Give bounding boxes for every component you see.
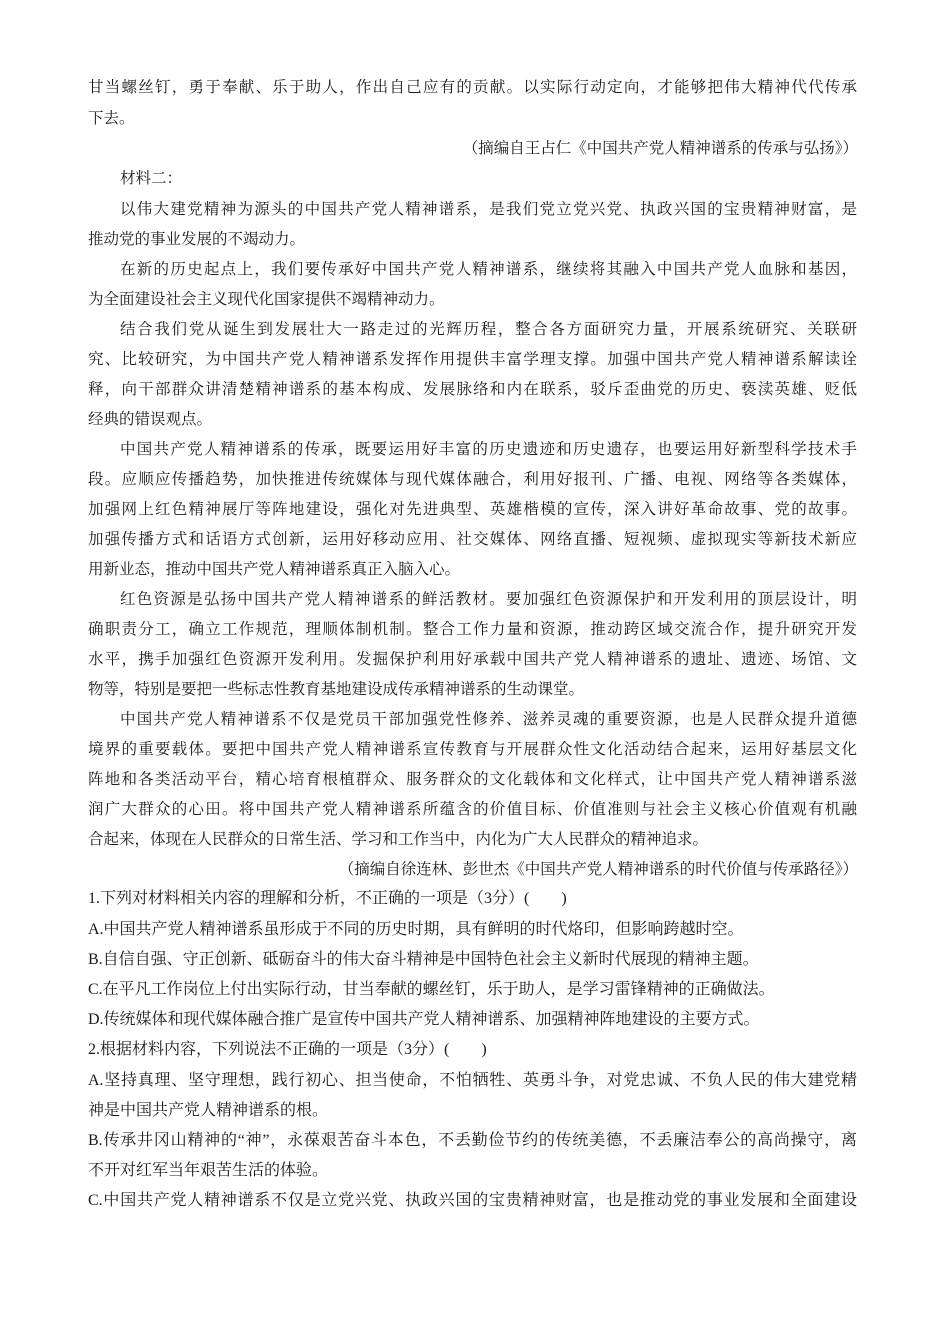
text-line: 不开对红军当年艰苦生活的体验。 (88, 1162, 329, 1179)
text-line: 以伟大建党精神为源头的中国共产党人精神谱系，是我们党立党兴党、执政兴国的宝贵精神财富，是 (120, 200, 857, 218)
text-line: 中国共产党人精神谱系的传承，既要运用好丰富的历史遗迹和历史遗存，也要运用好新型科学技术手 (120, 440, 857, 458)
text-line: 段。应顺应传播趋势，加快推进传统媒体与现代媒体融合，利用好报刊、广播、电视、网络等各类媒体， (88, 470, 857, 488)
text-line: 阵地和各类活动平台，精心培育根植群众、服务群众的文化载体和文化样式，让中国共产党人精神谱系滋 (88, 770, 857, 788)
text-line: 经典的错误观点。 (88, 410, 213, 428)
section-heading: 材料二： (120, 169, 183, 187)
text-line: 红色资源是弘扬中国共产党人精神谱系的鲜活教材。要加强红色资源保护和开发利用的顶层设计，明 (120, 590, 857, 608)
text-line: 在新的历史起点上，我们要传承好中国共产党人精神谱系，继续将其融入中国共产党人血脉和基因， (120, 260, 857, 278)
question-2: 2.根据材料内容，下列说法不正确的一项是（3分）( ) (88, 1041, 487, 1058)
text-line: 结合我们党从诞生到发展壮大一路走过的光辉历程，整合各方面研究力量，开展系统研究、关联研 (120, 320, 857, 338)
option-c: C.在平凡工作岗位上付出实际行动，甘当奉献的螺丝钉，乐于助人，是学习雷锋精神的正确做法。 (88, 981, 775, 998)
text-line: 合起来，体现在人民群众的日常生活、学习和工作当中，内化为广大人民群众的精神追求。 (88, 830, 709, 848)
text-line: 境界的重要载体。要把中国共产党人精神谱系宣传教育与开展群众性文化活动结合起来，运用好基层文化 (88, 740, 857, 758)
text-line: 释，向干部群众讲清楚精神谱系的基本构成、发展脉络和内在联系，驳斥歪曲党的历史、亵渎英雄、贬低 (88, 380, 857, 398)
source-citation: （摘编自王占仁《中国共产党人精神谱系的传承与弘扬》） (462, 139, 858, 157)
option-d: D.传统媒体和现代媒体融合推广是宣传中国共产党人精神谱系、加强精神阵地建设的主要方式。 (88, 1011, 760, 1028)
option-a: A.坚持真理、坚守理想，践行初心、担当使命，不怕牺牲、英勇斗争，对党忠诚、不负人民的伟大建党精 (88, 1072, 857, 1089)
source-citation: （摘编自徐连林、彭世杰《中国共产党人精神谱系的时代价值与传承路径》） (338, 860, 858, 878)
text-line: 物等，特别是要把一些标志性教育基地建设成传承精神谱系的生动课堂。 (88, 680, 585, 698)
text-line: 加强网上红色精神展厅等阵地建设，强化对先进典型、英雄楷模的宣传，深入讲好革命故事、党的故事。 (88, 500, 857, 518)
text-line: 究、比较研究，为中国共产党人精神谱系发挥作用提供丰富学理支撑。加强中国共产党人精神谱系解读诠 (88, 350, 857, 368)
option-b: B.自信自强、守正创新、砥砺奋斗的伟大奋斗精神是中国特色社会主义新时代展现的精神主题。 (88, 951, 759, 968)
text-line: 神是中国共产党人精神谱系的根。 (88, 1102, 329, 1119)
text-line: 为全面建设社会主义现代化国家提供不竭精神动力。 (88, 290, 445, 308)
text-line: 润广大群众的心田。将中国共产党人精神谱系所蕴含的价值目标、价值准则与社会主义核心价值观有机融 (88, 800, 857, 818)
option-c: C.中国共产党人精神谱系不仅是立党兴党、执政兴国的宝贵精神财富，也是推动党的事业发展和全面建设 (88, 1192, 857, 1209)
text-line: 下去。 (88, 109, 135, 127)
text-line: 中国共产党人精神谱系不仅是党员干部加强党性修养、滋养灵魂的重要资源，也是人民群众提升道德 (120, 710, 857, 728)
question-1: 1.下列对材料相关内容的理解和分析，不正确的一项是（3分）( ) (88, 890, 567, 907)
option-b: B.传承井冈山精神的“神”，永葆艰苦奋斗本色，不丢勤俭节约的传统美德，不丢廉洁奉公的高尚操守，离 (88, 1132, 857, 1149)
option-a: A.中国共产党人精神谱系虽形成于不同的历史时期，具有鲜明的时代烙印，但影响跨越时空。 (88, 921, 744, 938)
text-line: 加强传播方式和话语方式创新，运用好移动应用、社交媒体、网络直播、短视频、虚拟现实等新技术新应 (88, 530, 857, 548)
text-line: 水平，携手加强红色资源开发利用。发掘保护利用好承载中国共产党人精神谱系的遗址、遗迹、场馆、文 (88, 650, 857, 668)
text-line: 甘当螺丝钉，勇于奉献、乐于助人，作出自己应有的贡献。以实际行动定向，才能够把伟大精神代代传承 (88, 78, 857, 96)
text-line: 确职责分工，确立工作规范，理顺体制机制。整合工作力量和资源，推动跨区域交流合作，提升研究开发 (88, 620, 857, 638)
text-line: 用新业态，推动中国共产党人精神谱系真正入脑入心。 (88, 560, 461, 578)
text-line: 推动党的事业发展的不竭动力。 (88, 230, 306, 248)
